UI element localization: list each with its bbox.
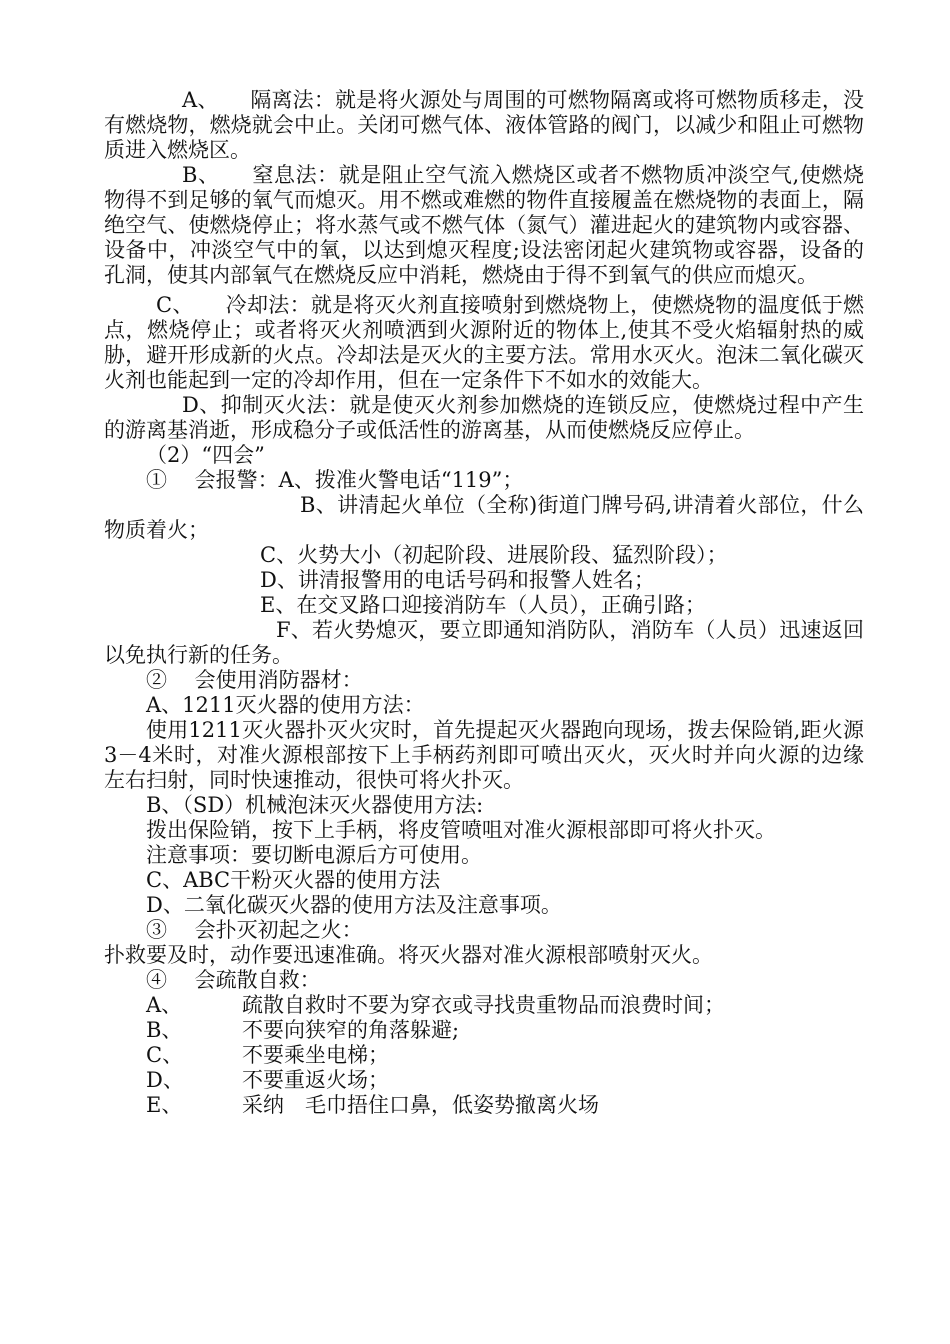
list-item-label: C、 [146,1043,184,1067]
list-item-label: D、 [146,1068,184,1092]
list-item-label: A、 [146,993,183,1017]
list-item-text: 不要向狭窄的角落躲避; [242,1018,460,1042]
four-skills-heading: （2）“四会” [146,443,265,467]
list-item [146,1068,864,1093]
alarm-item-e: E、在交叉路口迎接消防车（人员），正确引路； [260,593,706,617]
foam-extinguisher-body: 拨出保险销，按下上手柄，将皮管喷咀对准火源根部即可将火扑灭。 [146,818,776,842]
evacuation-list [104,993,864,1118]
list-item [146,1018,864,1043]
list-item [146,1093,864,1118]
co2-extinguisher-title: D、二氧化碳灭火器的使用方法及注意事项。 [146,893,562,917]
list-item [146,1043,864,1068]
alarm-item-f: F、若火势熄灭，要立即通知消防队，消防车（人员）迅速返回以免执行新的任务。 [104,618,864,667]
extinguisher-1211-body: 使用1211灭火器扑灭火灾时，首先提起灭火器跑向现场，拨去保险销,距火源3－4米时，对准火源根部按下上手柄药剂即可喷出灭火，灭火时并向火源的边缘左右扫射，同时快速推动，很快可将火扑灭。 [104,718,864,792]
list-item-text: 不要重返火场； [242,1068,389,1092]
isolation-method-paragraph: A、 隔离法：就是将火源处与周围的可燃物隔离或将可燃物质移走，没有燃烧物，燃烧就会中止。关闭可燃气体、液体管路的阀门，以减少和阻止可燃物质进入燃烧区。 [104,88,864,162]
initial-fire-body: 扑救要及时，动作要迅速准确。将灭火器对准火源根部喷射灭火。 [104,943,713,967]
list-item-text: 不要乘坐电梯； [242,1043,389,1067]
list-item-label: E、 [146,1093,183,1117]
alarm-item-b: B、讲清起火单位（全称)街道门牌号码,讲清着火部位，什么物质着火； [104,493,864,542]
suppression-method-paragraph: D、抑制灭火法：就是使灭火剂参加燃烧的连锁反应，使燃烧过程中产生的游离基消逝，形成稳分子或低活性的游离基，从而使燃烧反应停止。 [104,393,864,442]
alarm-item-d: D、讲清报警用的电话号码和报警人姓名； [260,568,655,592]
document-body [104,88,864,1118]
initial-fire-heading: ③ 会扑灭初起之火： [146,918,363,942]
evacuation-heading: ④ 会疏散自救： [146,968,321,992]
suffocation-method-paragraph: B、 窒息法：就是阻止空气流入燃烧区或者不燃物质冲淡空气,使燃烧物得不到足够的氧气而熄灭。用不燃或难燃的物件直接履盖在燃烧物的表面上，隔绝空气、使燃烧停止；将水蒸气或不燃气体（氮气）灌进起火的建筑物内或容器、设备中，冲淡空气中的氧，以达到熄灭程度;设法密闭起火建筑物或容器，设备的孔洞，使其内部氧气在燃烧反应中消耗，燃烧由于得不到氧气的供应而熄灭。 [104,163,864,287]
list-item [146,993,864,1018]
alarm-item-c: C、火势大小（初起阶段、进展阶段、猛烈阶段）； [260,543,728,567]
cooling-method-paragraph: C、 冷却法：就是将灭火剂直接喷射到燃烧物上，使燃烧物的温度低于燃点，燃烧停止；或者将灭火剂喷洒到火源附近的物体上,使其不受火焰辐射热的威胁，避开形成新的火点。冷却法是灭火的主要方法。常用水灭火。泡沫二氧化碳灭火剂也能起到一定的冷却作用，但在一定条件下不如水的效能大。 [104,293,864,392]
foam-extinguisher-title: B、（SD）机械泡沫灭火器使用方法: [146,793,484,817]
foam-extinguisher-note: 注意事项：要切断电源后方可使用。 [146,843,482,867]
equipment-heading: ② 会使用消防器材： [146,668,363,692]
list-item-label: B、 [146,1018,183,1042]
list-item-text: 疏散自救时不要为穿衣或寻找贵重物品而浪费时间； [242,993,725,1017]
abc-extinguisher-title: C、ABC干粉灭火器的使用方法 [146,868,441,892]
list-item-text: 采纳 毛巾捂住口鼻，低姿势撤离火场 [242,1093,599,1117]
alarm-heading: ① 会报警：A、拨准火警电话“119”； [146,468,524,492]
extinguisher-1211-title: A、1211灭火器的使用方法： [146,693,425,717]
